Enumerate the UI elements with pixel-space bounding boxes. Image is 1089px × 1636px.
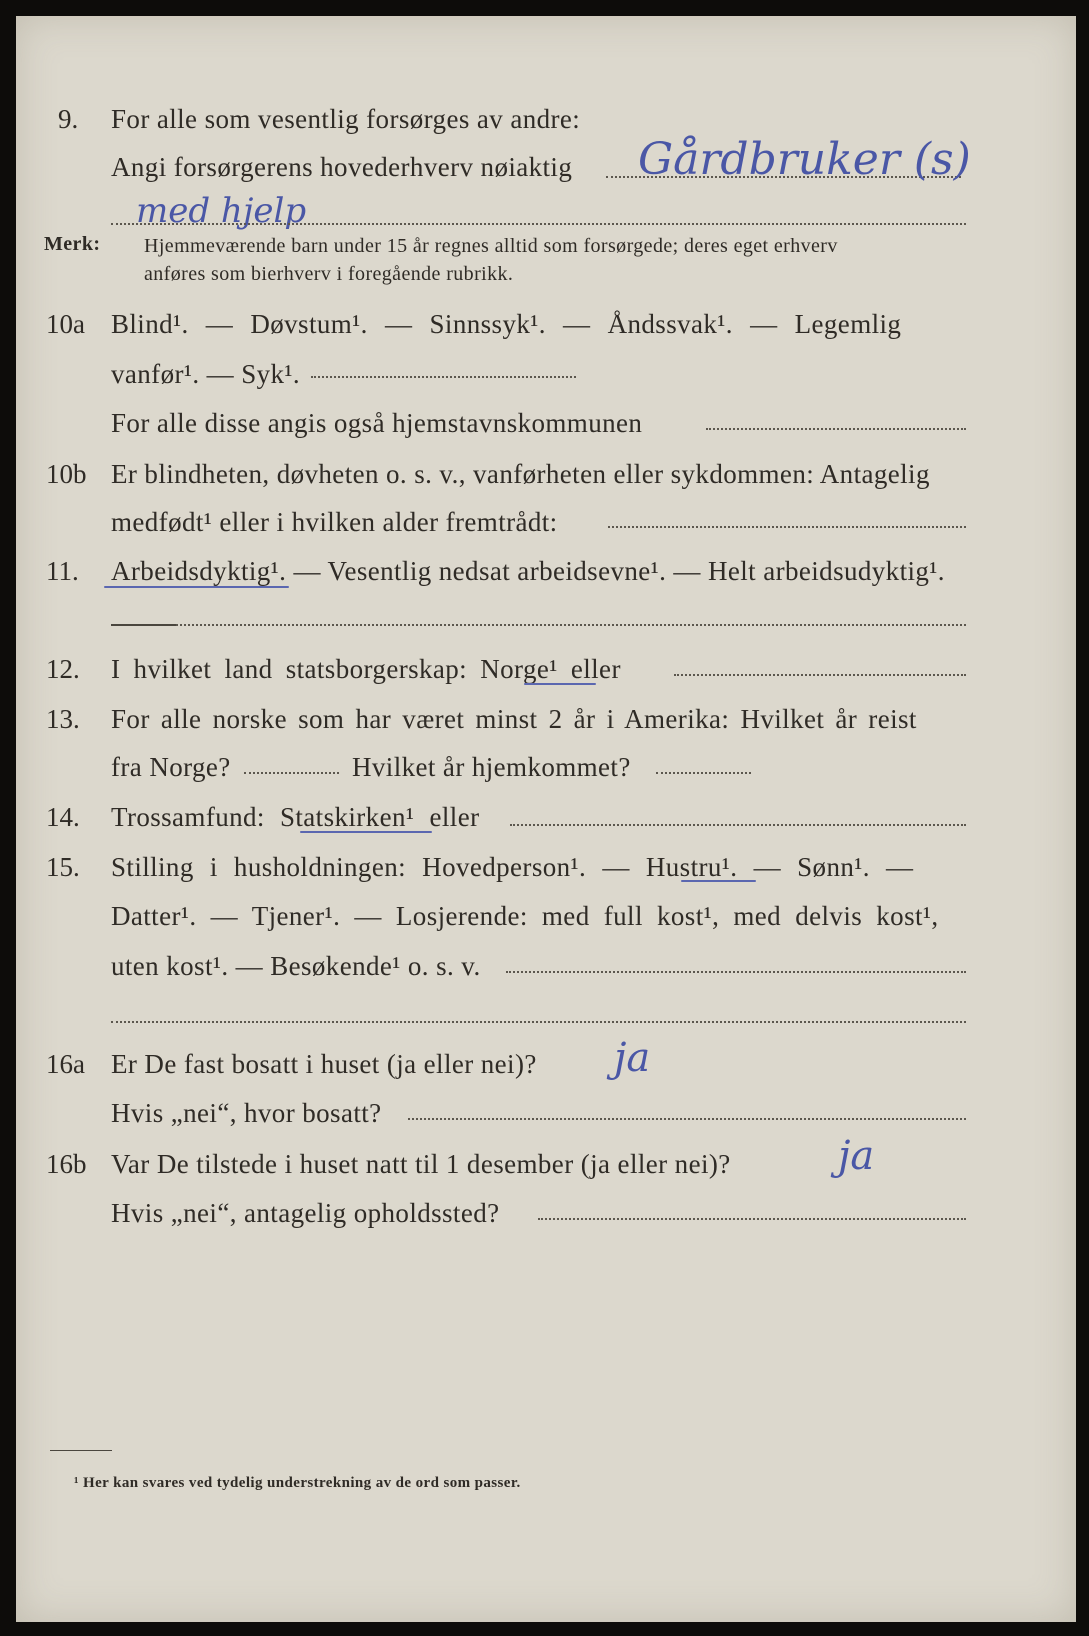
- q12-underline-norge: [524, 683, 596, 685]
- q10a-hometown-line[interactable]: [706, 428, 966, 430]
- q13-number: 13.: [46, 704, 80, 734]
- q10a-number: 10a: [46, 309, 85, 339]
- merk-line1: Hjemmeværende barn under 15 år regnes alltid som forsørgede; deres eget erhverv: [144, 235, 838, 257]
- q15-answer-line-2[interactable]: [111, 1021, 966, 1023]
- q9-handwritten-extra: med hjelp: [136, 191, 307, 231]
- q10b-answer-line[interactable]: [608, 526, 966, 528]
- merk-label: Merk:: [44, 233, 101, 255]
- q11-underline-arbeidsdyktig: [104, 586, 289, 588]
- q11-line1: Arbeidsdyktig¹. — Vesentlig nedsat arbeidsevne¹. — Helt arbeidsudyktig¹.: [111, 556, 945, 586]
- q13-year-left-line[interactable]: [244, 772, 339, 774]
- q11-answer-line[interactable]: [176, 624, 966, 626]
- census-form-page: [16, 16, 1076, 1622]
- q16b-answer-line[interactable]: [538, 1218, 966, 1220]
- q14-number: 14.: [46, 802, 80, 832]
- q13-year-returned-line[interactable]: [656, 772, 751, 774]
- q13-line1: For alle norske som har været minst 2 år i Amerika: Hvilket år reist: [111, 704, 917, 734]
- q15-line1: Stilling i husholdningen: Hovedperson¹. — Hustru¹. — Sønn¹. —: [111, 852, 914, 882]
- q16b-number: 16b: [46, 1149, 87, 1179]
- q9-line1: For alle som vesentlig forsørges av andre:: [111, 104, 581, 134]
- q16a-line2: Hvis „nei“, hvor bosatt?: [111, 1098, 382, 1128]
- q10a-answer-line[interactable]: [311, 376, 576, 378]
- merk-line2: anføres som bierhverv i foregående rubrikk.: [144, 263, 514, 285]
- q16a-handwritten-answer: ja: [614, 1035, 651, 1081]
- q13-line2a: fra Norge?: [111, 752, 231, 782]
- q15-line2: Datter¹. — Tjener¹. — Losjerende: med full kost¹, med delvis kost¹,: [111, 901, 939, 931]
- q9-line2: Angi forsørgerens hovederhverv nøiaktig: [111, 152, 573, 182]
- q15-answer-line[interactable]: [506, 971, 966, 973]
- q9-handwritten-occupation: Gårdbruker (s): [638, 134, 971, 185]
- q15-line3: uten kost¹. — Besøkende¹ o. s. v.: [111, 951, 481, 981]
- q16a-line1: Er De fast bosatt i huset (ja eller nei)?: [111, 1049, 537, 1079]
- footnote-text: ¹ Her kan svares ved tydelig understrekning av de ord som passer.: [74, 1475, 521, 1491]
- q11-rule-start: [111, 624, 176, 626]
- q9-answer-line-2[interactable]: [111, 223, 966, 225]
- q16a-number: 16a: [46, 1049, 85, 1079]
- q9-number: 9.: [58, 104, 79, 134]
- q10b-number: 10b: [46, 459, 87, 489]
- q13-line2b: Hvilket år hjemkommet?: [352, 752, 631, 782]
- q14-answer-line[interactable]: [510, 824, 966, 826]
- q12-line1: I hvilket land statsborgerskap: Norge¹ eller: [111, 654, 621, 684]
- q16b-handwritten-answer: ja: [838, 1133, 875, 1179]
- q10a-line3: For alle disse angis også hjemstavnskommunen: [111, 408, 643, 438]
- q10a-line2: vanfør¹. — Syk¹.: [111, 359, 301, 389]
- q14-line1: Trossamfund: Statskirken¹ eller: [111, 802, 480, 832]
- q10b-line1: Er blindheten, døvheten o. s. v., vanførheten eller sykdommen: Antagelig: [111, 459, 930, 489]
- q16b-line2: Hvis „nei“, antagelig opholdssted?: [111, 1198, 500, 1228]
- q16a-answer-line[interactable]: [408, 1118, 966, 1120]
- q10a-line1: Blind¹. — Døvstum¹. — Sinnssyk¹. — Åndssvak¹. — Legemlig: [111, 309, 902, 339]
- q15-underline-hustru: [681, 880, 756, 882]
- q12-number: 12.: [46, 654, 80, 684]
- q16b-line1: Var De tilstede i huset natt til 1 desember (ja eller nei)?: [111, 1149, 731, 1179]
- q10b-line2: medfødt¹ eller i hvilken alder fremtrådt:: [111, 507, 558, 537]
- q11-number: 11.: [46, 556, 79, 586]
- q12-answer-line[interactable]: [674, 674, 966, 676]
- q15-number: 15.: [46, 852, 80, 882]
- q14-underline-statskirken: [300, 831, 432, 833]
- footnote-rule: [50, 1450, 112, 1451]
